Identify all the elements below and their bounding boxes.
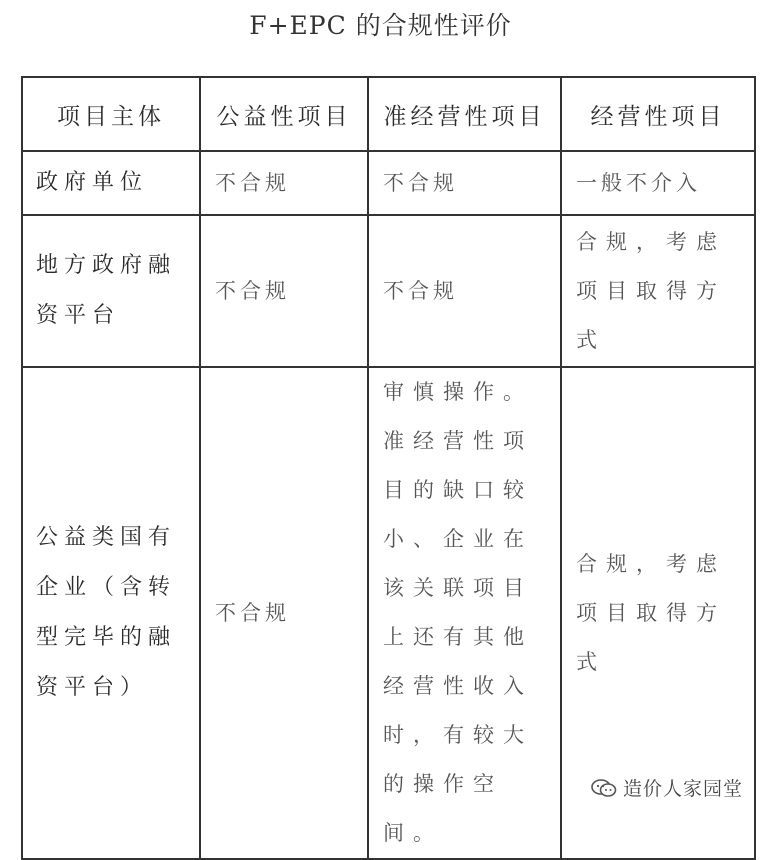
compliance-table: [21, 76, 756, 860]
header-quasi-operating: 准经营性项目: [368, 77, 561, 151]
cell-quasi-operating: 不合规: [368, 215, 561, 367]
cell-public-welfare: 不合规: [200, 151, 368, 215]
wechat-icon: [591, 779, 617, 797]
cell-public-welfare: 不合规: [200, 215, 368, 367]
cell-quasi-operating: 不合规: [368, 151, 561, 215]
header-entity: 项目主体: [22, 77, 200, 151]
row-entity: 公益类国有企业（含转型完毕的融资平台）: [22, 367, 200, 859]
table-row: [22, 151, 755, 215]
watermark-text: 造价人家园堂: [622, 778, 743, 800]
page-title: F+EPC 的合规性评价: [249, 11, 512, 40]
table-header-row: [22, 77, 755, 151]
cell-operating: 合规，考虑项目取得方式: [561, 215, 755, 367]
row-entity: 地方政府融资平台: [22, 215, 200, 367]
row-entity: 政府单位: [22, 151, 200, 215]
cell-operating: 合规，考虑项目取得方式: [561, 367, 755, 859]
table-row: [22, 215, 755, 367]
cell-quasi-operating: 审慎操作。准经营性项目的缺口较小、企业在该关联项目上还有其他经营性收入时，有较大的操作空间。: [368, 367, 561, 859]
cell-operating: 一般不介入: [561, 151, 755, 215]
header-public-welfare: 公益性项目: [200, 77, 368, 151]
header-operating: 经营性项目: [561, 77, 755, 151]
watermark: [587, 772, 747, 803]
cell-public-welfare: 不合规: [200, 367, 368, 859]
